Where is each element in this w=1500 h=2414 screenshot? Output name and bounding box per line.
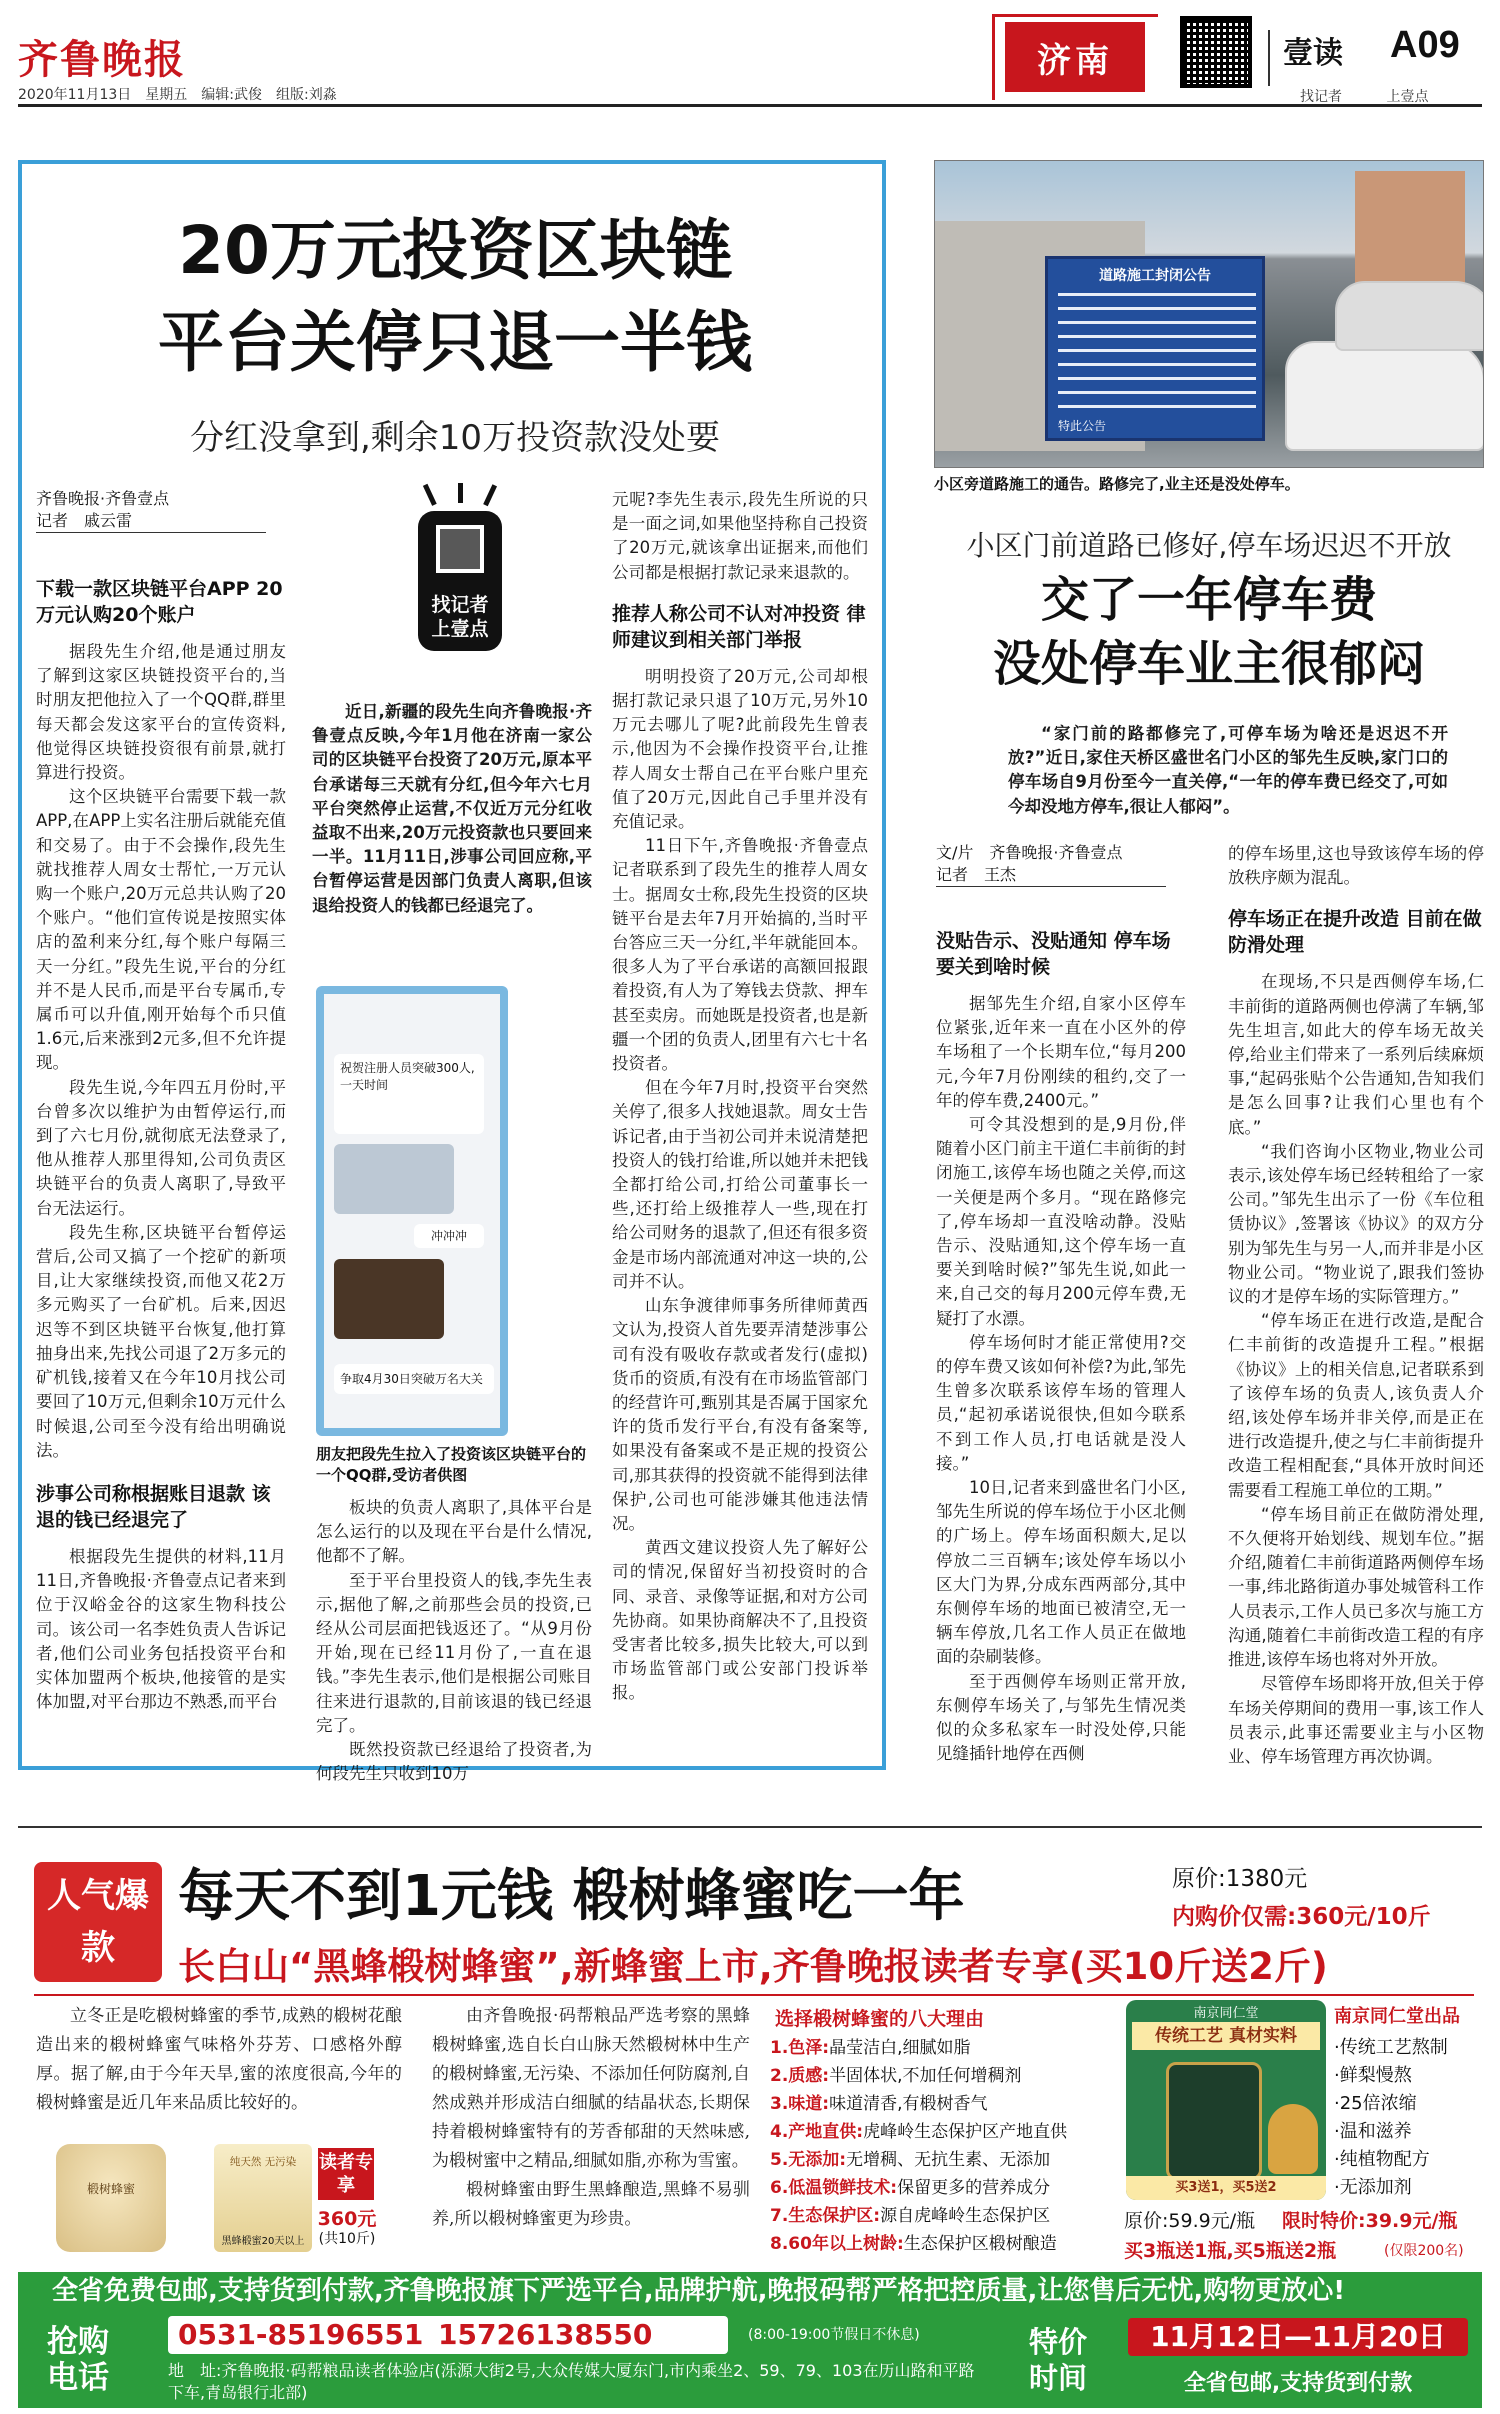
right-byline [936,842,1176,887]
right-col2 [1228,842,1484,1769]
right-subheading-1: 没贴告示、没贴通知 停车场要关到啥时候 [936,930,1171,978]
col3-body-0 [612,488,868,585]
page-number: A09 [1390,24,1460,66]
hotline-phone-2[interactable]: 15726138550 [438,2318,653,2351]
reason-item [770,2146,1120,2174]
jar-small-note: 黑蜂椴蜜20天以上 [221,2236,305,2247]
paragraph: “停车场正在进行改造,是配合仁丰前街的改造提升工程。”根据《协议》上的相关信息,记者联系到了该停车场的负责人,该负责人介绍,该处停车场并非关停,而是正在进行改造提升,使之与仁丰前街提升改造工程相配套,“具体开放时间还需要看工程施工单位的工期。” [1228,1311,1484,1500]
paragraph: “停车场目前正在做防滑处理,不久便将开始划线、规划车位。”据介绍,随着仁丰前街道路两侧停车场一事,纬北路街道办事处城管科工作人员表示,工作人员已多次与施工方沟通,随着仁丰前街改造工程的有序推进,该停车场也将对外开放。 [1228,1504,1484,1670]
hot-deal-badge: 人气爆款 [34,1862,162,1982]
paragraph: 椴树蜂蜜由野生黑蜂酿造,黑蜂不易驯养,所以椴树蜂蜜更为珍贵。 [432,2180,750,2229]
headline-line-1: 交了一年停车费 [1040,572,1377,628]
chat-image [334,1144,454,1214]
ad-col1 [36,2002,402,2118]
chat-bubble [334,1054,484,1134]
ad-col2 [432,2002,750,2234]
headline-line-2: 没处停车业主很郁闷 [992,636,1425,692]
paragraph: 据段先生介绍,他是通过朋友了解到这家区块链投资平台的,当时朋友把他拉入了一个QQ群,群里每天都会发这家平台的宣传资料,他觉得区块链投资很有前景,就打算进行投资。 [36,642,286,783]
sale-note: 全省包邮,支持货到付款 [1183,2371,1413,2396]
byline-reporter: 记者 王杰 [936,864,1166,887]
hotline-label: 抢购电话 [47,2324,109,2396]
notice-text-lines [1058,293,1256,413]
product-promo: 买3送1，买5送2 [1126,2176,1326,2200]
reason-value: 源自虎峰岭生态保护区 [880,2206,1051,2226]
chat-text: 争取4月30日突破万名大关 [340,1372,483,1386]
paragraph: 据邹先生介绍,自家小区停车位紧张,近年来一直在小区外的停车场租了一个长期车位,“每月200元,今年7月份刚续的租约,交了一年的停车费,2400元。” [936,994,1186,1110]
badge-text-1: 找记者 [431,594,489,616]
qr-code-icon[interactable] [1180,16,1252,88]
reason-key: 5.无添加: [770,2150,847,2170]
photo-caption: 朋友把段先生拉入了投资该区块链平台的一个QQ群,受访者供图 [316,1445,587,1484]
right-col2-body-0 [1228,842,1484,890]
paragraph: 元呢?李先生表示,段先生所说的只是一面之词,如果他坚持称自己投资了20万元,就该拿出证据来,而他们公司都是根据打款记录来退款的。 [612,490,868,582]
reason-key: 8.60年以上树龄: [770,2234,904,2254]
paragraph: “我们咨询小区物业,物业公司表示,该处停车场已经转租给了一家公司。”邹先生出示了一份《车位租赁协议》,签署该《协议》的双方分别为邹先生与另一人,而并非是小区物业公司。“物业说了,跟我们签协议的才是停车场的实际管理方。” [1228,1141,1484,1307]
main-subheadline: 分红没拿到,剩余10万投资款没处要 [189,418,721,458]
hotline-phone-1[interactable]: 0531-85196551 [178,2318,424,2351]
ad-contact-bar [18,2310,1482,2408]
product-banner: 传统工艺 真材实料 [1132,2022,1320,2050]
right-col1 [936,928,1186,1767]
col1-block [36,576,286,1714]
chat-text: 祝贺注册人员突破300人,一天时间 [340,1061,475,1092]
ad-subheadline: 长白山“黑蜂椴树蜂蜜”,新蜂蜜上市,齐鲁晚报读者专享(买10斤送2斤) [178,1945,1328,1988]
reason-key: 4.产地直供: [770,2122,864,2142]
sale-time-label: 特价时间 [1028,2325,1087,2395]
product-jar [1166,2062,1262,2180]
lead-paragraph: “家门前的路都修完了,可停车场为啥还是迟迟不开放?”近日,家住天桥区盛世名门小区的邹先生反映,家门口的停车场自9月份至今一直关停,“一年的停车费已经交了,可如今却没地方停车,很让人郁闷”。 [1008,724,1448,816]
qq-group-screenshot [316,986,508,1436]
section-tagline: 找记者 上壹点 [1300,89,1429,105]
chat-image [334,1259,444,1339]
col1-subheading-2: 涉事公司称根据账目退款 该退的钱已经退完了 [36,1482,271,1531]
reason-item [770,2062,1120,2090]
paragraph: 这个区块链平台需要下载一款APP,在APP上实名注册后就能充值和交易了。由于不会操作,段先生就找推荐人周女士帮忙,一万元认购一个账户,20万元总共认购了20个账户。“他们宣传说是按照实体店的盈利来分红,每个账户每隔三天一分红。”段先生说,平台的分红并不是人民币,而是平台专属币,专属币可以升值,刚开始每个币只值1.6元,后来涨到2元多,但不允许提现。 [36,787,286,1073]
lead-paragraph: 近日,新疆的段先生向齐鲁晚报·齐鲁壹点反映,今年1月他在济南一家公司的区块链平台投资了20万元,原本平台承诺每三天就有分红,但今年六七月平台突然停止运营,不仅近万元分红收益取不出来,20万元投资款也只要回来一半。11月11日,涉事公司回应称,平台暂停运营是因部门负责人离职,但该退给投资人的钱都已经退完了。 [312,702,592,915]
reason-value: 无增稠、无抗生素、无添加 [846,2150,1051,2170]
main-byline [36,488,276,533]
reason-key: 7.生态保护区: [770,2206,881,2226]
edition-label: 济南 [1005,22,1145,92]
ad-separator [18,1826,1482,1828]
col1-subheading-1: 下载一款区块链平台APP 20万元认购20个账户 [36,578,283,626]
feature-item: ·温和滋养 [1334,2121,1412,2142]
feature-item: ·传统工艺熬制 [1334,2037,1448,2058]
reasons-list [770,2034,1120,2258]
sale-dates: 11月12日—11月20日 [1128,2318,1468,2356]
jar-label: 椴树蜂蜜 [86,2182,135,2196]
product-image [1126,2000,1326,2200]
reason-key: 3.味道: [770,2094,830,2114]
chat-bubble [414,1224,484,1248]
road-notice-photo [934,160,1484,468]
reason-item [770,2174,1120,2202]
feature-item: ·纯植物配方 [1334,2149,1430,2170]
find-reporter-badge[interactable] [410,483,510,653]
main-headline [40,205,870,389]
date-line: 2020年11月13日 星期五 编辑:武俊 组版:刘淼 [18,87,337,103]
right-lead [1008,722,1448,819]
ad-original-price: 原价:1380元 [1172,1866,1308,1892]
section-name: 壹读 [1283,36,1343,71]
store-address: 地 址:齐鲁晚报·码帮粮品读者体验店(泺源大街2号,大众传媒大厦东门,市内乘坐2、59、79、103在历山路和平路下车,青岛银行北部) [168,2361,975,2402]
reason-key: 1.色泽: [770,2038,830,2058]
reader-note: (共10斤) [318,2231,376,2247]
feature-item: ·无添加剂 [1334,2177,1412,2198]
paragraph: 黄西文建议投资人先了解好公司的情况,保留好当初投资时的合同、录音、录像等证据,和对方公司先协商。如果协商解决不了,且投资受害者比较多,损失比较大,可以到市场监管部门或公安部门投诉举报。 [612,1538,868,1703]
reasons-title: 选择椴树蜂蜜的八大理由 [775,2008,985,2030]
feature-item: ·鲜梨慢熬 [1334,2065,1412,2086]
col1-body-2 [36,1545,286,1714]
product-feature-list [1334,2034,1474,2202]
right-headline [944,568,1474,696]
product-brand: 南京同仁堂 [1193,2006,1259,2021]
reader-tag: 读者专享 [318,2148,374,2200]
paragraph: 的停车场里,这也导致该停车场的停放秩序颇为混乱。 [1228,844,1484,888]
pear-icon [1268,2104,1318,2174]
right-kicker: 小区门前道路已修好,停车场迟迟不开放 [966,529,1452,562]
paragraph: 10日,记者来到盛世名门小区,邹先生所说的停车场位于小区北侧的广场上。停车场面积颇大,足以停放二三百辆车;该处停车场以小区大门为界,分成东西两部分,其中东侧停车场的地面已被清空,无一辆车停放,几名工作人员正在做地面的杂刷装修。 [936,1478,1186,1667]
right-product-title: 南京同仁堂出品 [1334,2006,1460,2027]
article-lead [312,700,592,918]
right-col1-body [936,992,1186,1767]
chat-text: 冲冲冲 [430,1229,467,1243]
paragraph: 由齐鲁晚报·码帮粮品严选考察的黑蜂椴树蜂蜜,选自长白山脉天然椴树林中生产的椴树蜂蜜,无污染、不添加任何防腐剂,自然成熟并形成洁白细腻的结晶状态,长期保持着椴树蜂蜜特有的芳香郁甜的天然味感,为椴树蜜中之精品,细腻如脂,亦称为雪蜜。 [432,2006,750,2171]
product-limit-price: 限时特价:39.9元/瓶 [1282,2210,1458,2232]
headline-line-1: 20万元投资区块链 [178,212,732,289]
reason-value: 半固体状,不加任何增稠剂 [829,2066,1022,2086]
ad-rule [34,1994,1474,1996]
product-original-price: 原价:59.9元/瓶 [1124,2210,1256,2232]
byline-reporter: 记者 戚云雷 [36,510,266,533]
paragraph: 段先生说,今年四五月份时,平台曾多次以维护为由暂停运行,而到了六七月份,就彻底无法登录了,他从推荐人那里得知,公司负责区块链平台的负责人离职了,导致平台无法运行。 [36,1077,286,1218]
col1-body [36,640,286,1463]
reason-value: 味道清香,有椴树香气 [829,2094,988,2114]
honey-spoon-image [214,2144,312,2252]
col3-body [612,665,868,1706]
headline-line-2: 平台关停只退一半钱 [158,304,752,381]
ad-headline: 每天不到1元钱 椴树蜂蜜吃一年 [178,1864,965,1929]
paragraph: 既然投资款已经退给了投资者,为何段先生只收到10万 [316,1740,592,1784]
col2-body [316,1496,592,1786]
reason-value: 保留更多的营养成分 [897,2178,1051,2198]
newspaper-logo: 齐鲁晚报 [18,36,186,83]
badge-text-2: 上壹点 [431,618,489,640]
reason-value: 晶莹洁白,细腻如脂 [829,2038,971,2058]
notice-footer: 特此公告 [1058,419,1107,433]
paragraph: 停车场何时才能正常使用?交的停车费又该如何补偿?为此,邹先生曾多次联系该停车场的管理人员,“起初承诺说很快,但如今联系不到工作人员,打电话就是没人接。” [936,1332,1186,1473]
jar-small-text: 纯天然 无污染 [229,2156,297,2168]
honey-jar-image [56,2144,166,2252]
paragraph: 段先生称,区块链平台暂停运营后,公司又搞了一个挖矿的新项目,让大家继续投资,而他又花2万多元购买了一台矿机。后来,因迟迟等不到区块链平台恢复,他打算抽身出来,先找公司退了2万多元的矿机钱,接着又在今年10月找公司要回了10万元,但剩余10万元什么时候退,公司至今没有给出明确说法。 [36,1222,286,1460]
reason-key: 2.质感: [770,2066,830,2086]
ad-banner-bar: 全省免费包邮,支持货到付款,齐鲁晚报旗下严选平台,品牌护航,晚报码帮严格把控质量,让您售后无忧,购物更放心! [18,2272,1482,2310]
product-promo-text: 买3瓶送1瓶,买5瓶送2瓶 [1124,2240,1337,2262]
paragraph: 山东争渡律师事务所律师黄西文认为,投资人首先要弄清楚涉事公司有没有吸收存款或者发行(虚拟)货币的资质,有没有在市场监管部门的经营许可,甄别其是否属于国家允许的货币发行平台,有没有备案等,如果没有备案或不是正规的投资公司,那其获得的投资就不能得到法律保护,公司也可能涉嫌其他违法情况。 [612,1296,868,1533]
col3-block [612,488,868,1706]
feature-item: ·25倍浓缩 [1334,2093,1417,2114]
paragraph: 但在今年7月时,投资平台突然关停了,很多人找她退款。周女士告诉记者,由于当初公司并未说清楚把投资人的钱打给谁,所以她并未把钱全都打给公司,打给公司董事长一些,还打给上级推荐人一些,现在打给公司财务的退款了,但还有很多资金是市场内部流通对冲这一块的,公司并不认。 [612,1078,868,1291]
reason-value: 生态保护区椴树酿造 [903,2234,1057,2254]
paragraph: 尽管停车场即将开放,但关于停车场关停期间的费用一事,该工作人员表示,此事还需要业主与小区物业、停车场管理方再次协调。 [1228,1674,1484,1766]
reason-item [770,2230,1120,2258]
right-subheading-2: 停车场正在提升改造 目前在做防滑处理 [1228,908,1482,957]
notice-title: 道路施工封闭公告 [1099,268,1211,284]
reason-item [770,2090,1120,2118]
reason-item [770,2202,1120,2230]
paragraph: 立冬正是吃椴树蜂蜜的季节,成熟的椴树花酿造出来的椴树蜂蜜气味格外芬芳、口感格外醇厚。据了解,由于今年天旱,蜜的浓度很高,今年的椴树蜂蜜是近几年来品质比较好的。 [36,2006,402,2113]
paragraph: 可令其没想到的是,9月份,伴随着小区门前主干道仁丰前街的封闭施工,该停车场也随之关停,而这一关便是两个多月。“现在路修完了,停车场却一直没啥动静。没贴告示、没贴通知,这个停车场一直要关到啥时候?”邹先生说,如此一来,自己交的每月200元停车费,无疑打了水漂。 [936,1115,1186,1328]
paragraph: 至于西侧停车场则正常开放,东侧停车场关了,与邹先生情况类似的众多私家车一时没处停,只能见缝插针地停在西侧 [936,1671,1186,1764]
parked-car [1335,281,1484,351]
reader-price: 360元 [317,2208,377,2230]
byline-outlet: 文/片 齐鲁晚报·齐鲁壹点 [936,843,1123,862]
hotline-hours: (8:00-19:00节假日不休息) [748,2327,920,2343]
paragraph: 至于平台里投资人的钱,李先生表示,据他了解,之前那些会员的投资,已经从公司层面把钱返还了。“从9月份开始,现在已经11月份了,一直在退钱。”李先生表示,他们是根据公司账目往来进行退款的,目前该退的钱已经退完了。 [316,1570,592,1735]
reason-value: 虎峰岭生态保护区产地直供 [863,2122,1068,2142]
chat-bubble [334,1364,494,1394]
ad-inner-price: 内购价仅需:360元/10斤 [1172,1904,1431,1930]
paragraph: 在现场,不只是西侧停车场,仁丰前街的道路两侧也停满了车辆,邹先生坦言,如此大的停车场无故关停,给业主们带来了一系列后续麻烦事,“起码张贴个公告通知,告知我们是怎么回事?让我们心里也有个底。” [1228,972,1484,1137]
reason-item [770,2034,1120,2062]
product-promo-note: (仅限200名) [1384,2243,1464,2259]
parked-car [1285,341,1484,451]
paragraph: 明明投资了20万元,公司却根据打款记录只退了10万元,另外10万元去哪儿了呢?此前段先生曾表示,他因为不会操作投资平台,让推荐人周女士帮自己在平台账户里充值了20万元,因此自己手里并没有充值记录。 [612,666,868,832]
byline-outlet: 齐鲁晚报·齐鲁壹点 [36,489,170,508]
paragraph: 板块的负责人离职了,具体平台是怎么运行的以及现在平台是什么情况,他都不了解。 [316,1498,592,1566]
paragraph: 根据段先生提供的材料,11月11日,齐鲁晚报·齐鲁壹点记者来到位于汉峪金谷的这家生物科技公司。该公司一名李姓负责人告诉记者,他们公司业务包括投资平台和实体加盟两个板块,他接管的是实体加盟,对平台那边不熟悉,而平台 [36,1546,286,1712]
reason-item [770,2118,1120,2146]
reason-key: 6.低温锁鲜技术: [770,2178,898,2198]
col3-subheading: 推荐人称公司不认对冲投资 律师建议到相关部门举报 [612,602,866,651]
paragraph: 11日下午,齐鲁晚报·齐鲁壹点记者联系到了段先生的推荐人周女士。据周女士称,段先生投资的区块链平台是去年7月开始搞的,当时平台答应三天一分红,半年就能回本。很多人为了平台承诺的高额回报跟着投资,有人为了筹钱去贷款、押车甚至卖房。而她既是投资者,也是新疆一个团的负责人,团里有六七十名投资者。 [612,836,868,1074]
header-rule [18,104,1482,107]
photo-caption: 小区旁道路施工的通告。路修完了,业主还是没处停车。 [934,475,1300,493]
right-col2-body [1228,970,1484,1769]
header-divider [1268,30,1270,86]
notice-board [1045,256,1265,441]
